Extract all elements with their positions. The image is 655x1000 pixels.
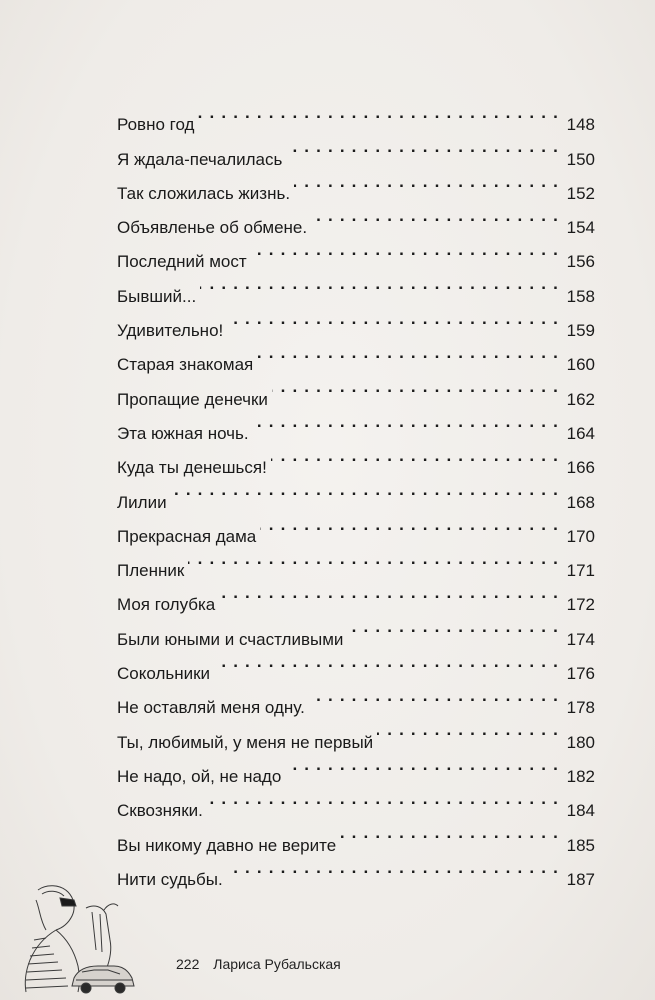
toc-entry-title: Не надо, ой, не надо xyxy=(117,766,282,786)
toc-entry-page: 180 xyxy=(566,732,595,752)
toc-entry-title: Прекрасная дама xyxy=(117,526,257,546)
toc-entry xyxy=(117,542,595,581)
toc-entry-page: 162 xyxy=(566,389,595,409)
toc-leader-dots xyxy=(340,816,559,850)
toc-leader-dots xyxy=(309,679,559,713)
toc-leader-dots xyxy=(272,370,559,404)
toc-entry xyxy=(117,96,595,135)
toc-leader-dots xyxy=(311,199,559,233)
toc-entry-title: Вы никому давно не верите xyxy=(117,835,337,855)
toc-leader-dots xyxy=(214,645,559,679)
toc-leader-dots xyxy=(200,267,559,301)
toc-entry-title: Так сложилась жизнь. xyxy=(117,183,291,203)
toc-entry xyxy=(117,473,595,512)
toc-entry-page: 158 xyxy=(566,286,595,306)
toc-entry xyxy=(117,508,595,546)
toc-entry-title: Эта южная ночь. xyxy=(117,423,249,443)
toc-leader-dots xyxy=(171,473,559,507)
page-footer xyxy=(176,956,341,972)
toc-entry-title: Моя голубка xyxy=(117,595,216,615)
toc-entry-page: 160 xyxy=(566,355,595,375)
page-number: 222 xyxy=(176,956,200,972)
toc-entry-page: 176 xyxy=(566,664,595,684)
toc-entry-title: Ровно год xyxy=(117,115,195,135)
toc-entry-title: Сокольники xyxy=(117,664,211,684)
toc-leader-dots xyxy=(227,302,559,336)
toc-entry-page: 178 xyxy=(566,698,595,718)
toc-entry-title: Пленник xyxy=(117,561,185,581)
toc-leader-dots xyxy=(294,165,559,199)
toc-leader-dots xyxy=(251,233,559,267)
toc-entry-page: 170 xyxy=(566,526,595,546)
toc-entry-title: Удивительно! xyxy=(117,321,224,341)
toc-leader-dots xyxy=(227,851,559,885)
toc-entry-title: Нити судьбы. xyxy=(117,869,223,889)
toc-entry-title: Пропащие денечки xyxy=(117,389,268,409)
toc-leader-dots xyxy=(207,782,559,816)
footer-vignette-illustration xyxy=(16,880,138,996)
toc-entry-page: 168 xyxy=(566,492,595,512)
toc-entry-title: Сквозняки. xyxy=(117,801,203,821)
toc-entry xyxy=(117,576,595,615)
toc-leader-dots xyxy=(347,610,559,644)
toc-entry-title: Бывший... xyxy=(117,286,197,306)
toc-entry-page: 156 xyxy=(566,252,595,272)
toc-entry-page: 152 xyxy=(566,183,595,203)
toc-entry-page: 148 xyxy=(566,115,595,135)
toc-entry-title: Ты, любимый, у меня не первый xyxy=(117,732,374,752)
toc-entry-title: Я ждала-печалилась xyxy=(117,149,283,169)
author-name: Лариса Рубальская xyxy=(213,956,341,972)
toc-leader-dots xyxy=(188,542,559,576)
toc-leader-dots xyxy=(198,96,559,130)
toc-entry-page: 166 xyxy=(566,458,595,478)
table-of-contents xyxy=(117,96,595,889)
toc-entry-title: Старая знакомая xyxy=(117,355,254,375)
toc-entry-page: 171 xyxy=(566,561,595,581)
toc-entry-title: Были юными и счастливыми xyxy=(117,629,344,649)
toc-entry-title: Последний мост xyxy=(117,252,247,272)
toc-entry-page: 154 xyxy=(566,218,595,238)
toc-entry-page: 187 xyxy=(566,869,595,889)
toc-leader-dots xyxy=(285,748,559,782)
toc-entry-page: 185 xyxy=(566,835,595,855)
toc-entry-page: 184 xyxy=(566,801,595,821)
toc-entry-page: 174 xyxy=(566,629,595,649)
toc-leader-dots xyxy=(271,439,559,473)
toc-entry-page: 182 xyxy=(566,766,595,786)
toc-leader-dots xyxy=(377,713,559,747)
toc-entry-title: Не оставляй меня одну. xyxy=(117,698,305,718)
toc-leader-dots xyxy=(219,576,559,610)
toc-leader-dots xyxy=(253,405,559,439)
toc-entry-title: Объявленье об обмене. xyxy=(117,218,308,238)
toc-entry-page: 172 xyxy=(566,595,595,615)
toc-entry-page: 164 xyxy=(566,423,595,443)
toc-leader-dots xyxy=(260,508,559,542)
toc-leader-dots xyxy=(257,336,559,370)
toc-entry-page: 150 xyxy=(566,149,595,169)
toc-leader-dots xyxy=(286,130,559,164)
toc-entry-title: Куда ты денешься! xyxy=(117,458,267,478)
toc-entry-title: Лилии xyxy=(117,492,167,512)
toc-entry-page: 159 xyxy=(566,321,595,341)
